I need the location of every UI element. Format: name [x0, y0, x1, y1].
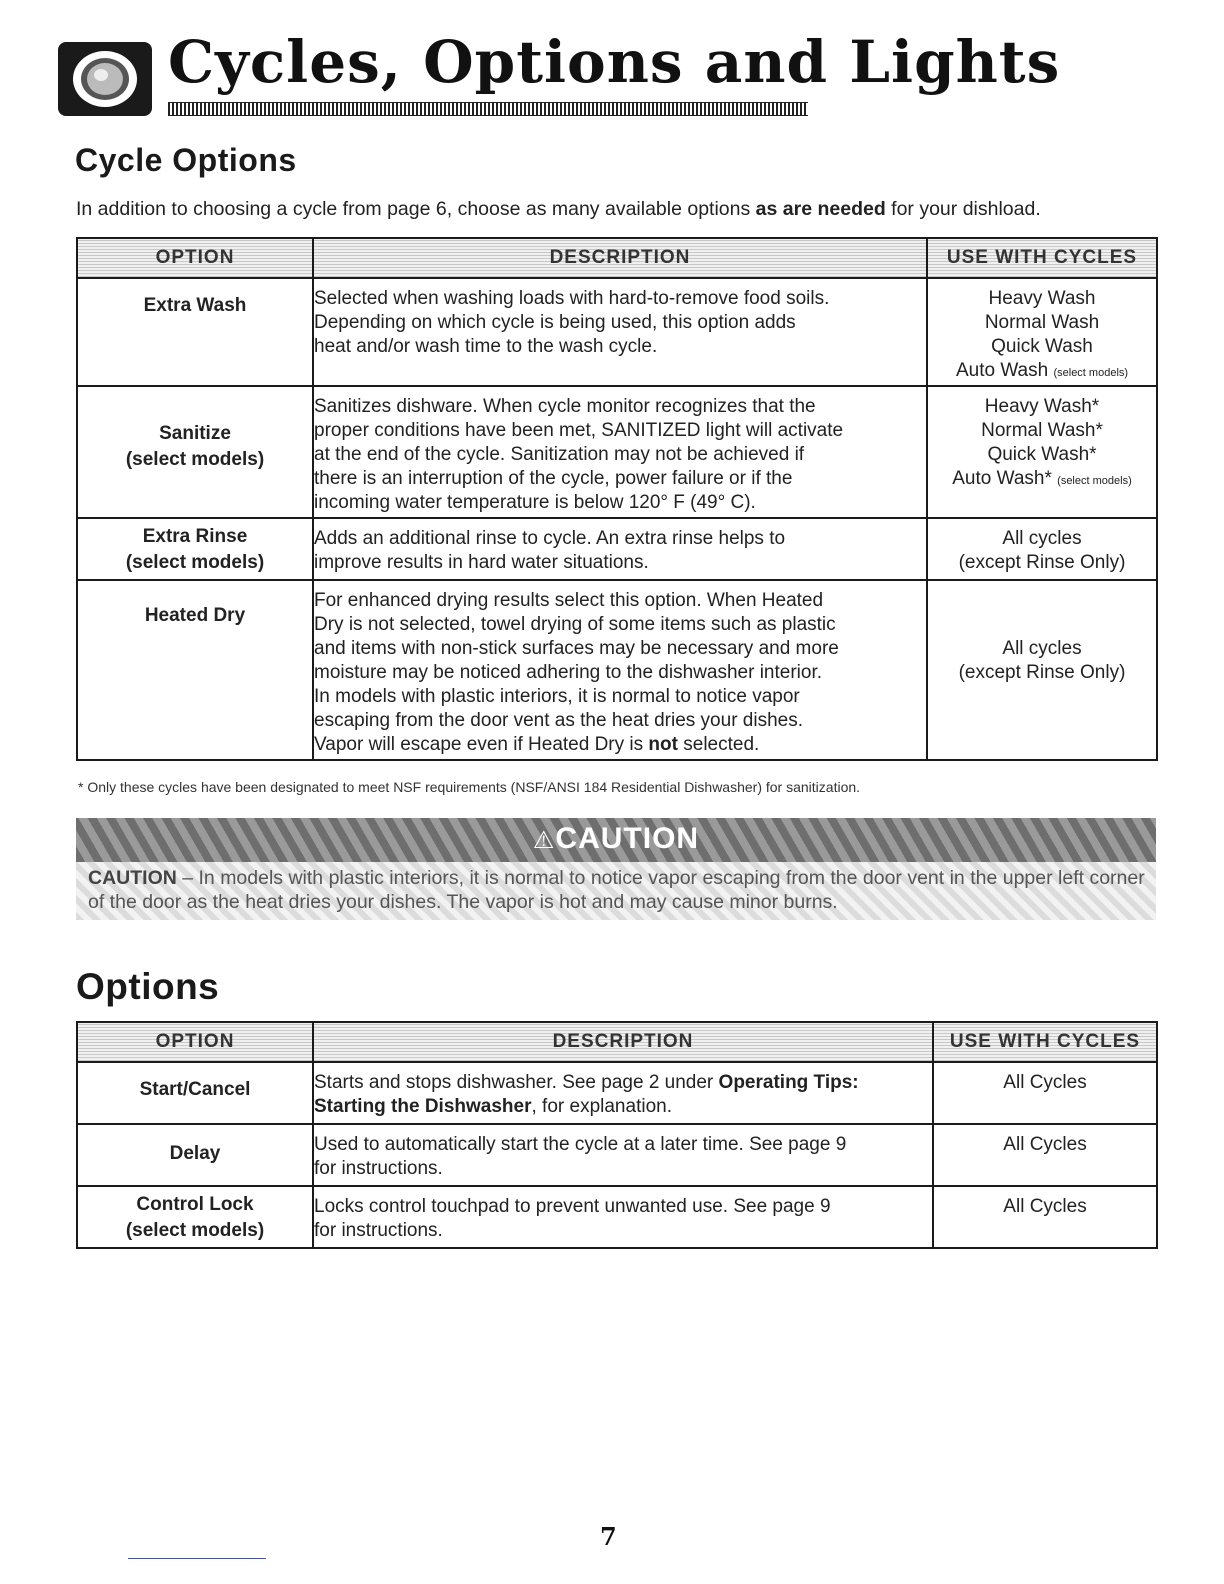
intro-text: In addition to choosing a cycle from page 6, choose as many available options — [76, 198, 756, 220]
page-number: 7 — [600, 1522, 617, 1551]
option-label: Heated Dry — [144, 605, 246, 626]
column-header-description: DESCRIPTION — [313, 1022, 933, 1062]
cycle-name: All Cycles — [1003, 1072, 1087, 1093]
caution-message: – In models with plastic interiors, it is normal to notice vapor escaping from the door vent in the upper left corner of the door as the heat dries your dishes. The vapor is hot and may cause minor burns. — [88, 867, 1145, 913]
caution-box — [76, 818, 1156, 920]
description-line: For enhanced drying results select this option. When Heated — [314, 590, 824, 611]
description-line: for instructions. — [314, 1158, 443, 1179]
description-cell — [313, 1124, 933, 1186]
page-title: Cycles, Options and Lights — [168, 28, 1061, 96]
cycles-cell — [927, 386, 1157, 518]
option-cell — [77, 580, 313, 760]
cycle-name: Normal Wash* — [981, 420, 1103, 441]
intro-text-end: for your dishload. — [885, 198, 1041, 220]
column-header-description: DESCRIPTION — [313, 238, 927, 278]
description-line: Locks control touchpad to prevent unwanted use. See page 9 — [314, 1196, 831, 1217]
cycles-cell — [933, 1062, 1157, 1124]
cycle-name: Heavy Wash* — [984, 396, 1100, 417]
description-line: Sanitizes dishware. When cycle monitor recognizes that the — [314, 396, 816, 417]
description-line — [314, 1095, 932, 1119]
cycle-name: Normal Wash — [984, 312, 1100, 333]
cycle-options-heading: Cycle Options — [75, 142, 297, 178]
description-line — [314, 1071, 932, 1095]
option-sublabel: (select models) — [125, 552, 265, 573]
caution-title — [76, 822, 1156, 856]
column-header-cycles: USE WITH CYCLES — [933, 1022, 1157, 1062]
description-line: heat and/or wash time to the wash cycle. — [314, 336, 658, 357]
option-sublabel: (select models) — [125, 449, 265, 470]
description-bold: not — [648, 734, 678, 755]
description-line: for instructions. — [314, 1220, 443, 1241]
cycles-cell — [927, 278, 1157, 386]
options-heading: Options — [76, 966, 220, 1007]
description-line: there is an interruption of the cycle, power failure or if the — [314, 468, 793, 489]
description-cell — [313, 386, 927, 518]
description-line: escaping from the door vent as the heat dries your dishes. — [314, 710, 803, 731]
table-header-row — [77, 238, 1157, 278]
description-text: Starts and stops dishwasher. See page 2 under — [314, 1072, 719, 1093]
description-line: Selected when washing loads with hard-to-remove food soils. — [314, 288, 830, 309]
intro-bold: as are needed — [755, 198, 886, 220]
description-line: and items with non-stick surfaces may be necessary and more — [314, 638, 839, 659]
cycles-cell — [927, 518, 1157, 580]
table-row — [77, 386, 1157, 518]
caution-text — [88, 866, 1148, 914]
option-label: Start/Cancel — [139, 1079, 251, 1100]
option-cell — [77, 278, 313, 386]
description-text-end: selected. — [677, 734, 760, 755]
description-line: incoming water temperature is below 120° F (49° C). — [314, 492, 756, 513]
table-row — [77, 278, 1157, 386]
description-text: Vapor will escape even if Heated Dry is — [314, 734, 649, 755]
options-table — [76, 1021, 1158, 1249]
cycle-name-with-note — [928, 467, 1156, 493]
description-line: at the end of the cycle. Sanitization may not be achieved if — [314, 444, 805, 465]
cycles-cell — [933, 1124, 1157, 1186]
warning-triangle-icon: ⚠ — [532, 827, 556, 854]
title-underline — [168, 102, 808, 116]
description-line: Depending on which cycle is being used, this option adds — [314, 312, 796, 333]
caution-title-text: CAUTION — [555, 822, 700, 855]
page-header — [58, 28, 1061, 112]
column-header-option: OPTION — [77, 1022, 313, 1062]
option-label: Control Lock — [136, 1194, 254, 1215]
cycle-name: (except Rinse Only) — [958, 552, 1126, 573]
option-cell — [77, 1062, 313, 1124]
description-bold: Operating Tips: — [718, 1072, 859, 1093]
description-line: Used to automatically start the cycle at a later time. See page 9 — [314, 1134, 847, 1155]
description-line — [314, 733, 926, 757]
cycles-cell — [933, 1186, 1157, 1248]
table-row — [77, 518, 1157, 580]
cycle-options-intro — [76, 198, 1041, 221]
description-line: Dry is not selected, towel drying of some items such as plastic — [314, 614, 836, 635]
cycle-name: All Cycles — [1003, 1196, 1087, 1217]
option-label: Extra Wash — [143, 295, 247, 316]
caution-label: CAUTION — [88, 867, 177, 889]
description-line: In models with plastic interiors, it is normal to notice vapor — [314, 686, 800, 707]
description-cell — [313, 1062, 933, 1124]
description-cell — [313, 580, 927, 760]
option-cell — [77, 1186, 313, 1248]
table-header-row — [77, 1022, 1157, 1062]
option-cell — [77, 518, 313, 580]
option-label: Delay — [169, 1143, 221, 1164]
description-line: proper conditions have been met, SANITIZED light will activate — [314, 420, 844, 441]
cycle-name-with-note — [928, 359, 1156, 385]
option-cell — [77, 1124, 313, 1186]
description-line: moisture may be noticed adhering to the dishwasher interior. — [314, 662, 822, 683]
description-line: Adds an additional rinse to cycle. An extra rinse helps to — [314, 528, 786, 549]
cycle-name: Auto Wash — [955, 360, 1049, 381]
cycle-name: Quick Wash — [991, 336, 1093, 357]
table-row — [77, 1062, 1157, 1124]
cycle-name: Quick Wash* — [987, 444, 1097, 465]
description-bold: Starting the Dishwasher — [314, 1096, 532, 1117]
table-row — [77, 580, 1157, 760]
footer-link-line — [128, 1558, 266, 1559]
nsf-footnote: * Only these cycles have been designated to meet NSF requirements (NSF/ANSI 184 Residential Dishwasher) for sanitization. — [78, 779, 861, 795]
cycle-name: All cycles — [1002, 528, 1082, 549]
option-cell — [77, 386, 313, 518]
description-cell — [313, 278, 927, 386]
caution-banner — [76, 818, 1156, 862]
cycles-cell — [927, 580, 1157, 760]
table-row — [77, 1124, 1157, 1186]
description-line: improve results in hard water situations. — [314, 552, 649, 573]
option-sublabel: (select models) — [125, 1220, 265, 1241]
column-header-cycles: USE WITH CYCLES — [927, 238, 1157, 278]
cycle-name: Heavy Wash — [988, 288, 1096, 309]
option-label: Sanitize — [159, 423, 231, 444]
description-cell — [313, 518, 927, 580]
select-models-note: (select models) — [1057, 475, 1132, 487]
table-row — [77, 1186, 1157, 1248]
cycle-name: All cycles — [1002, 638, 1082, 659]
cycle-name: All Cycles — [1003, 1134, 1087, 1155]
cycle-name: (except Rinse Only) — [958, 662, 1126, 683]
cycle-name: Auto Wash* — [952, 468, 1052, 489]
column-header-option: OPTION — [77, 238, 313, 278]
description-text-end: , for explanation. — [531, 1096, 672, 1117]
option-label: Extra Rinse — [142, 526, 248, 547]
select-models-note: (select models) — [1053, 367, 1129, 379]
dial-knob-icon — [58, 42, 152, 116]
description-cell — [313, 1186, 933, 1248]
cycle-options-table — [76, 237, 1158, 761]
